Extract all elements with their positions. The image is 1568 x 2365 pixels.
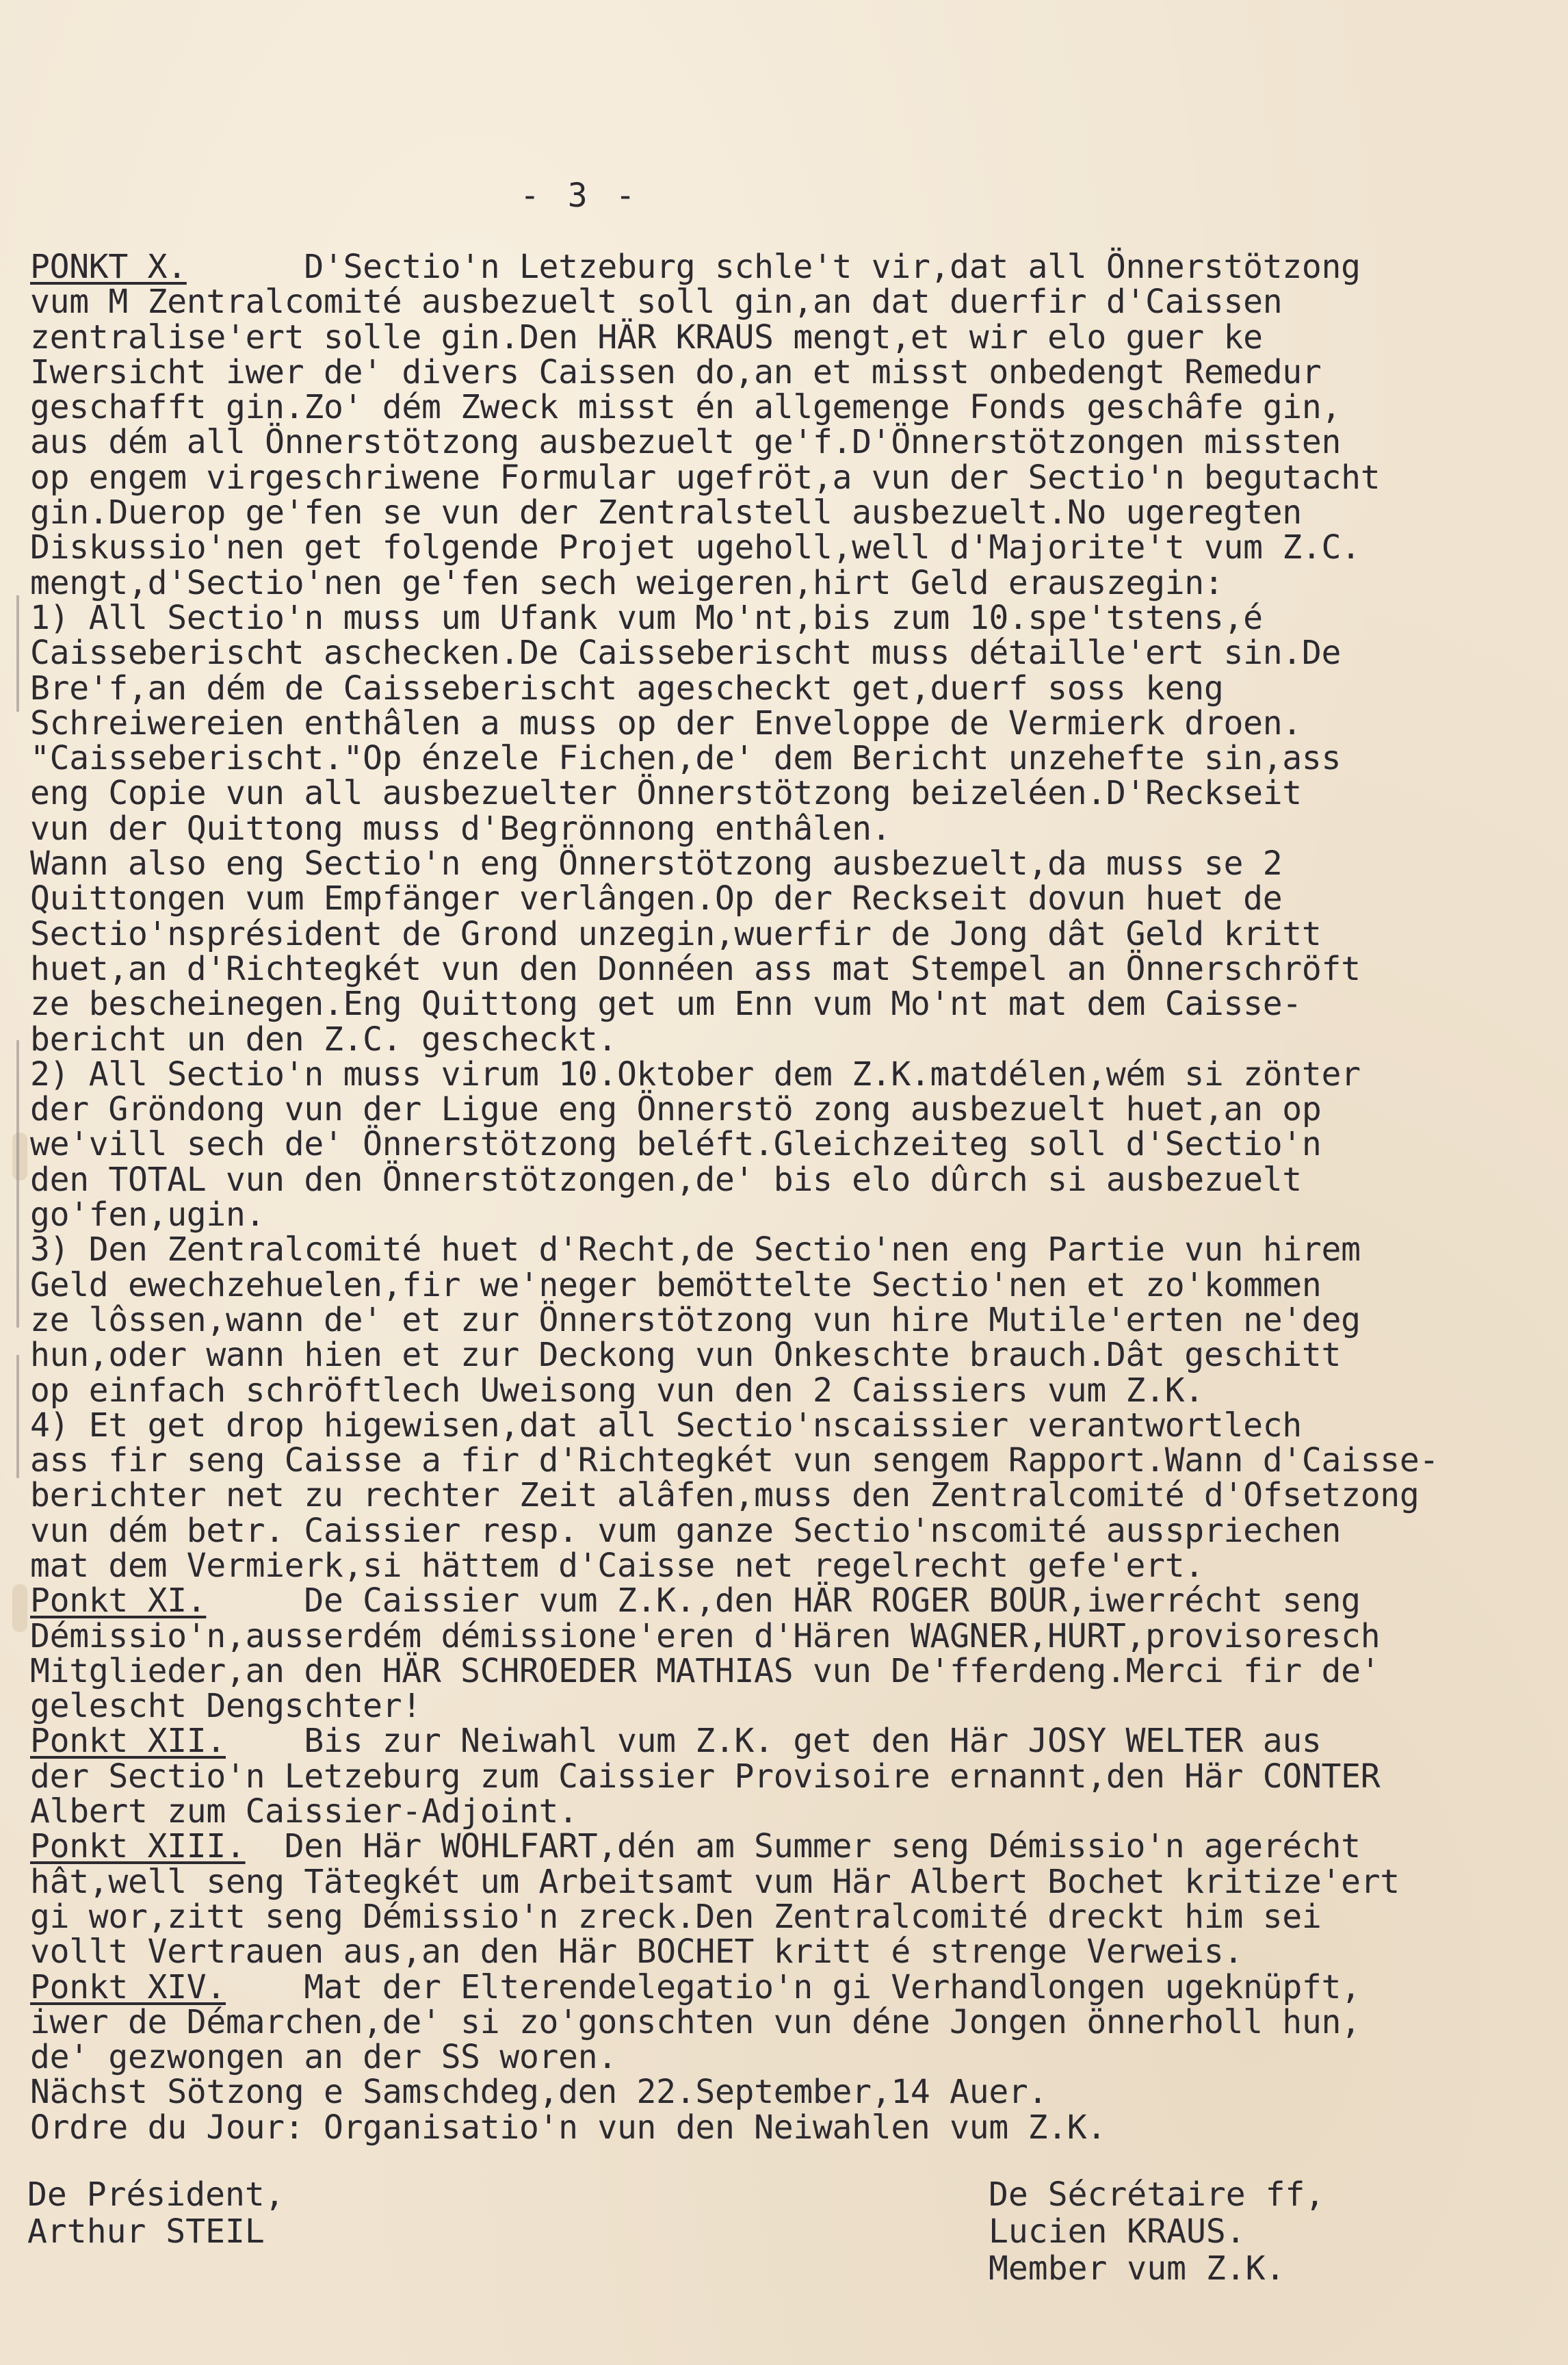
margin-mark [16, 1040, 19, 1328]
line-text: huet,an d'Richtegkét vun den Donnéen ass mat Stempel an Önnerschröft [30, 949, 1361, 988]
minutes-body [30, 250, 1535, 2145]
line-text: Nächst Sötzong e Samschdeg,den 22.September,14 Auer. [30, 2073, 1048, 2112]
line-text: Bis zur Neiwahl vum Z.K. get den Här JOSY WELTER aus [226, 1722, 1322, 1761]
line-text: 2) All Sectio'n muss virum 10.Oktober dem Z.K.matdélen,wém si zönter [30, 1055, 1361, 1094]
line-text: hât,well seng Tätegkét um Arbeitsamt vum Här Albert Bochet kritize'ert [30, 1862, 1400, 1901]
margin-mark [16, 1355, 19, 1478]
line-text: vun dém betr. Caissier resp. vum ganze Sectio'nscomité ausspriechen [30, 1511, 1342, 1550]
line-text: bericht un den Z.C. gescheckt. [30, 1020, 617, 1059]
text-line [30, 2002, 1535, 2041]
signature-president [27, 2176, 285, 2250]
text-line [30, 1829, 1535, 1864]
text-line [30, 809, 1535, 848]
signature-secretary [989, 2176, 1324, 2287]
text-line [30, 1057, 1535, 1092]
text-line [30, 1373, 1535, 1408]
text-line [30, 1443, 1535, 1478]
line-text: hun,oder wann hien et zur Deckong vun Onkeschte brauch.Dât geschitt [30, 1336, 1342, 1375]
line-text: De Caissier vum Z.K.,den HÄR ROGER BOUR,iwerrécht seng [206, 1581, 1361, 1620]
text-line [30, 352, 1535, 391]
text-line [30, 250, 1535, 285]
text-line [30, 530, 1535, 565]
text-line [30, 425, 1535, 460]
line-text: we'vill sech de' Önnerstötzong beléft.Gleichzeiteg soll d'Sectio'n [30, 1125, 1322, 1164]
line-text: eng Copie vun all ausbezuelter Önnerstötzong beizeléen.D'Reckseit [30, 774, 1302, 813]
text-line [30, 1232, 1535, 1267]
text-line [30, 1196, 1535, 1235]
text-line [30, 1724, 1535, 1759]
text-line [30, 636, 1535, 671]
text-line [30, 1300, 1535, 1339]
text-line [30, 2110, 1535, 2145]
line-text: Démissio'n,ausserdém démissione'eren d'Hären WAGNER,HURT,provisoresch [30, 1616, 1381, 1655]
signature-role: De Président, [27, 2175, 285, 2214]
line-text: 3) Den Zentralcomité huet d'Recht,de Sectio'nen eng Partie vun hirem [30, 1230, 1361, 1269]
text-line [30, 1127, 1535, 1162]
text-line [30, 1616, 1535, 1655]
section-label: Ponkt XII. [30, 1722, 226, 1761]
line-text: gin.Duerop ge'fen se vun der Zentralstell ausbezuelt.No ugeregten [30, 493, 1302, 532]
text-line [30, 320, 1535, 355]
line-text: vollt Vertrauen aus,an den Här BOCHET kritt é strenge Verweis. [30, 1933, 1244, 1972]
text-line [30, 1511, 1535, 1550]
line-text: mat dem Vermierk,si hättem d'Caisse net regelrecht gefe'ert. [30, 1546, 1204, 1585]
line-text: iwer de Démarchen,de' si zo'gonschten vun déne Jongen önnerholl hun, [30, 2002, 1361, 2041]
text-line [30, 776, 1535, 811]
text-line [30, 390, 1535, 425]
signature-note: Member vum Z.K. [989, 2249, 1285, 2288]
text-line [30, 1794, 1535, 1829]
text-line [30, 1651, 1535, 1690]
text-line [30, 598, 1535, 637]
signature-role: De Sécrétaire ff, [989, 2175, 1325, 2214]
line-text: geschafft gin.Zo' dém Zweck misst én allgemenge Fonds geschâfe gin, [30, 388, 1342, 427]
line-text: Mat der Elterendelegatio'n gi Verhandlongen ugeknüpft, [226, 1967, 1361, 2006]
line-text: Geld ewechzehuelen,fir we'neger bemöttelte Sectio'nen et zo'kommen [30, 1265, 1322, 1304]
line-text: D'Sectio'n Letzeburg schle't vir,dat all Önnerstötzong [186, 248, 1361, 286]
line-text: gi wor,zitt seng Démissio'n zreck.Den Zentralcomité dreckt him sei [30, 1897, 1322, 1936]
text-line [30, 1967, 1535, 2006]
text-line [30, 671, 1535, 706]
text-line [30, 1581, 1535, 1620]
line-text: Mitglieder,an den HÄR SCHROEDER MATHIAS vun De'fferdeng.Merci fir de' [30, 1651, 1381, 1690]
line-text: Schreiwereien enthâlen a muss op der Enveloppe de Vermierk droen. [30, 703, 1302, 742]
line-text: den TOTAL vun den Önnerstötzongen,de' bis elo dûrch si ausbezuelt [30, 1160, 1302, 1199]
text-line [30, 458, 1535, 497]
line-text: zentralise'ert solle gin.Den HÄR KRAUS mengt,et wir elo guer ke [30, 318, 1263, 357]
line-text: Diskussio'nen get folgende Projet ugeholl,well d'Majorite't vum Z.C. [30, 528, 1361, 567]
line-text: Quittongen vum Empfänger verlângen.Op der Reckseit dovun huet de [30, 879, 1283, 918]
text-line [30, 2040, 1535, 2075]
text-line [30, 881, 1535, 916]
line-text: vum M Zentralcomité ausbezuelt soll gin,an dat duerfir d'Caissen [30, 283, 1283, 322]
line-text: go'fen,ugin. [30, 1196, 265, 1235]
page-number: - 3 - [520, 177, 640, 215]
text-line [30, 914, 1535, 953]
line-text: Den Här WOHLFART,dén am Summer seng Démissio'n agerécht [245, 1827, 1361, 1866]
text-line [30, 703, 1535, 742]
text-line [30, 1265, 1535, 1304]
signature-name: Lucien KRAUS. [989, 2212, 1246, 2251]
line-text: ass fir seng Caisse a fir d'Richtegkét vun sengem Rapport.Wann d'Caisse- [30, 1441, 1439, 1480]
line-text: der Sectio'n Letzeburg zum Caissier Provisoire ernannt,den Här CONTER [30, 1757, 1381, 1796]
text-line [30, 1897, 1535, 1936]
text-line [30, 563, 1535, 602]
line-text: "Caisseberischt."Op énzele Fichen,de' dem Bericht unzehefte sin,ass [30, 739, 1342, 778]
text-line [30, 1160, 1535, 1199]
line-text: Ordre du Jour: Organisatio'n vun den Neiwahlen vum Z.K. [30, 2108, 1106, 2147]
line-text: vun der Quittong muss d'Begrönnong enthâlen. [30, 809, 891, 848]
line-text: Wann also eng Sectio'n eng Önnerstötzong ausbezuelt,da muss se 2 [30, 844, 1283, 883]
line-text: Iwersicht iwer de' divers Caissen do,an et misst onbedengt Remedur [30, 352, 1322, 391]
line-text: ze lôssen,wann de' et zur Önnerstötzong vun hire Mutile'erten ne'deg [30, 1300, 1361, 1339]
text-line [30, 1408, 1535, 1443]
section-label: Ponkt XI. [30, 1581, 207, 1620]
line-text: Albert zum Caissier-Adjoint. [30, 1792, 578, 1831]
margin-mark [16, 595, 19, 712]
line-text: berichter net zu rechter Zeit alâfen,muss den Zentralcomité d'Ofsetzong [30, 1476, 1420, 1515]
text-line [30, 1338, 1535, 1373]
text-line [30, 1478, 1535, 1513]
signature-name: Arthur STEIL [27, 2212, 265, 2251]
line-text: Caisseberischt aschecken.De Caisseberischt muss détaille'ert sin.De [30, 634, 1342, 673]
section-label: Ponkt XIII. [30, 1827, 246, 1866]
line-text: Sectio'nsprésident de Grond unzegin,wuerfir de Jong dât Geld kritt [30, 914, 1322, 953]
text-line [30, 1689, 1535, 1724]
text-line [30, 987, 1535, 1022]
line-text: aus dém all Önnerstötzong ausbezuelt ge'f.D'Önnerstötzongen missten [30, 423, 1342, 462]
section-label: PONKT X. [30, 248, 187, 286]
line-text: 1) All Sectio'n muss um Ufank vum Mo'nt,bis zum 10.spe'tstens,é [30, 598, 1263, 637]
line-text: gelescht Dengschter! [30, 1687, 421, 1726]
text-line [30, 1092, 1535, 1127]
text-line [30, 1546, 1535, 1585]
punch-hole [12, 1584, 27, 1632]
text-line [30, 495, 1535, 530]
punch-hole [12, 1133, 27, 1180]
line-text: 4) Et get drop higewisen,dat all Sectio'nscaissier verantwortlech [30, 1406, 1302, 1445]
text-line [30, 285, 1535, 320]
line-text: mengt,d'Sectio'nen ge'fen sech weigeren,hirt Geld erauszegin: [30, 563, 1224, 602]
text-line [30, 1759, 1535, 1794]
line-text: de' gezwongen an der SS woren. [30, 2038, 617, 2077]
line-text: ze bescheinegen.Eng Quittong get um Enn vum Mo'nt mat dem Caisse- [30, 985, 1302, 1024]
text-line [30, 949, 1535, 988]
text-line [30, 1862, 1535, 1901]
text-line [30, 1022, 1535, 1057]
section-label: Ponkt XIV. [30, 1967, 226, 2006]
line-text: der Gröndong vun der Ligue eng Önnerstö zong ausbezuelt huet,an op [30, 1090, 1322, 1129]
text-line [30, 741, 1535, 776]
line-text: op engem virgeschriwene Formular ugefröt,a vun der Sectio'n begutacht [30, 458, 1381, 497]
text-line [30, 844, 1535, 883]
text-line [30, 2075, 1535, 2110]
line-text: Bre'f,an dém de Caisseberischt agescheckt get,duerf soss keng [30, 669, 1224, 708]
text-line [30, 1933, 1535, 1972]
line-text: op einfach schröftlech Uweisong vun den 2 Caissiers vum Z.K. [30, 1371, 1204, 1410]
